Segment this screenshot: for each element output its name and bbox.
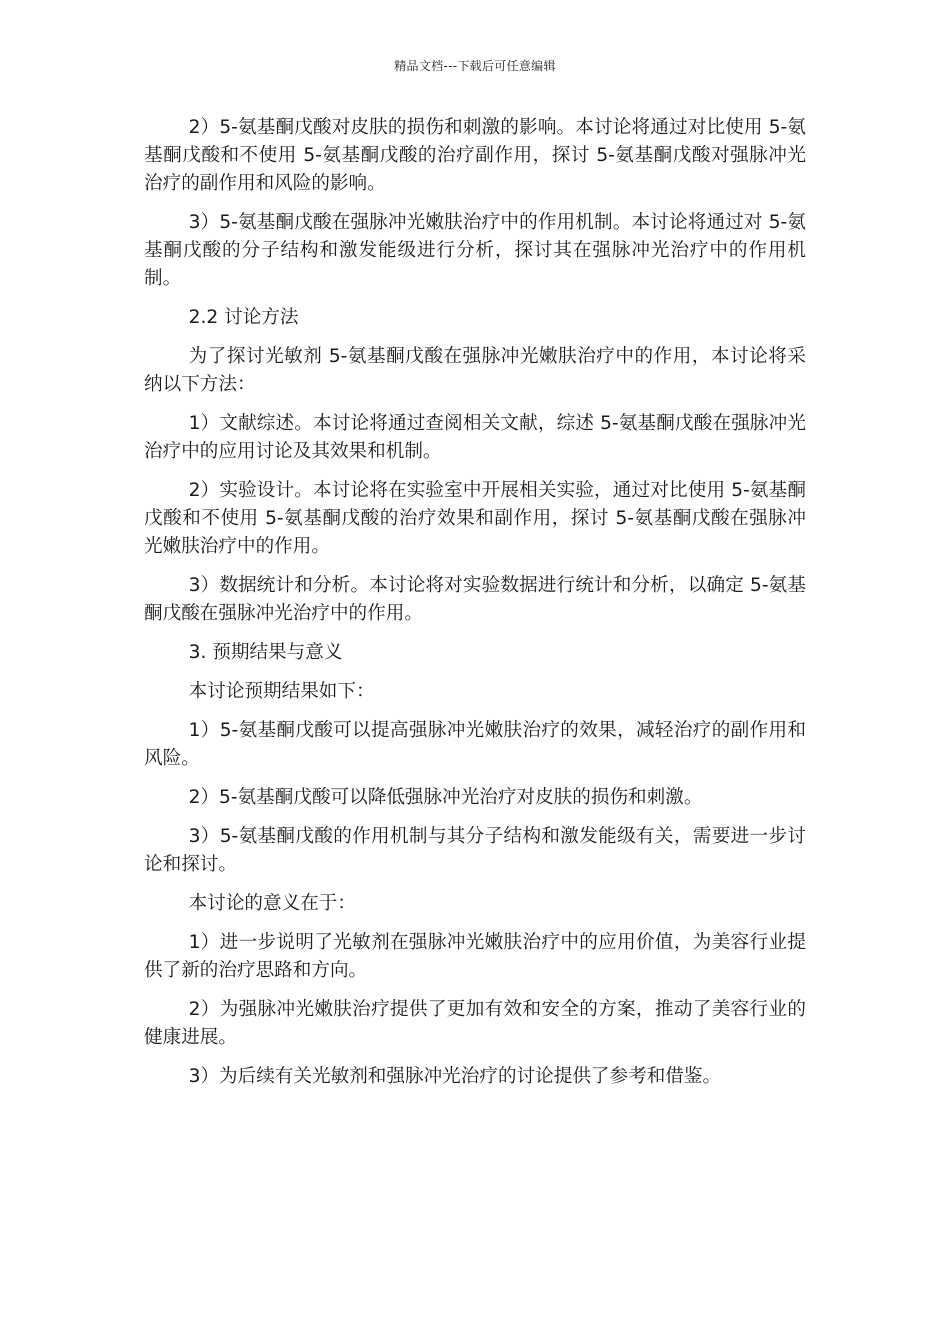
paragraph-expected-2: 2）5-氨基酮戊酸可以降低强脉冲光治疗对皮肤的损伤和刺激。 bbox=[188, 787, 703, 808]
page-header-note: 精品文档---下载后可任意编辑 bbox=[394, 59, 556, 73]
paragraph-significance-3: 3）为后续有关光敏剂和强脉冲光治疗的讨论提供了参考和借鉴。 bbox=[188, 1066, 722, 1087]
paragraph-expected-3: 3）5-氨基酮戊酸的作用机制与其分子结构和激发能级有关，需要进一步讨论和探讨。 bbox=[144, 826, 806, 875]
paragraph-data-analysis: 3）数据统计和分析。本讨论将对实验数据进行统计和分析，以确定 5-氨基酮戊酸在强脉冲光治疗中的作用。 bbox=[144, 575, 806, 624]
paragraph-literature-review: 1）文献综述。本讨论将通过查阅相关文献，综述 5-氨基酮戊酸在强脉冲光治疗中的应用讨论及其效果和机制。 bbox=[144, 413, 806, 462]
paragraph-experiment-design: 2）实验设计。本讨论将在实验室中开展相关实验，通过对比使用 5-氨基酮戊酸和不使用 5-氨基酮戊酸的治疗效果和副作用，探讨 5-氨基酮戊酸在强脉冲光嫩肤治疗中的作用。 bbox=[144, 480, 806, 557]
paragraph-significance-2: 2）为强脉冲光嫩肤治疗提供了更加有效和安全的方案，推动了美容行业的健康进展。 bbox=[144, 999, 806, 1048]
paragraph-expected-1: 1）5-氨基酮戊酸可以提高强脉冲光嫩肤治疗的效果，减轻治疗的副作用和风险。 bbox=[144, 720, 806, 769]
paragraph-significance-1: 1）进一步说明了光敏剂在强脉冲光嫩肤治疗中的应用价值，为美容行业提供了新的治疗思路和方向。 bbox=[144, 932, 806, 981]
paragraph-skin-damage-effect: 2）5-氨基酮戊酸对皮肤的损伤和刺激的影响。本讨论将通过对比使用 5-氨基酮戊酸和不使用 5-氨基酮戊酸的治疗副作用，探讨 5-氨基酮戊酸对强脉冲光治疗的副作用和风险的影响。 bbox=[144, 117, 806, 194]
section-heading-expected-results: 3. 预期结果与意义 bbox=[188, 642, 343, 663]
paragraph-significance-intro: 本讨论的意义在于： bbox=[188, 893, 356, 914]
paragraph-expected-intro: 本讨论预期结果如下： bbox=[188, 681, 375, 702]
document-body bbox=[144, 114, 806, 1102]
paragraph-mechanism: 3）5-氨基酮戊酸在强脉冲光嫩肤治疗中的作用机制。本讨论将通过对 5-氨基酮戊酸的分子结构和激发能级进行分析，探讨其在强脉冲光治疗中的作用机制。 bbox=[144, 212, 806, 289]
section-heading-methods: 2.2 讨论方法 bbox=[188, 307, 299, 328]
paragraph-methods-intro: 为了探讨光敏剂 5-氨基酮戊酸在强脉冲光嫩肤治疗中的作用，本讨论将采纳以下方法： bbox=[144, 346, 806, 395]
